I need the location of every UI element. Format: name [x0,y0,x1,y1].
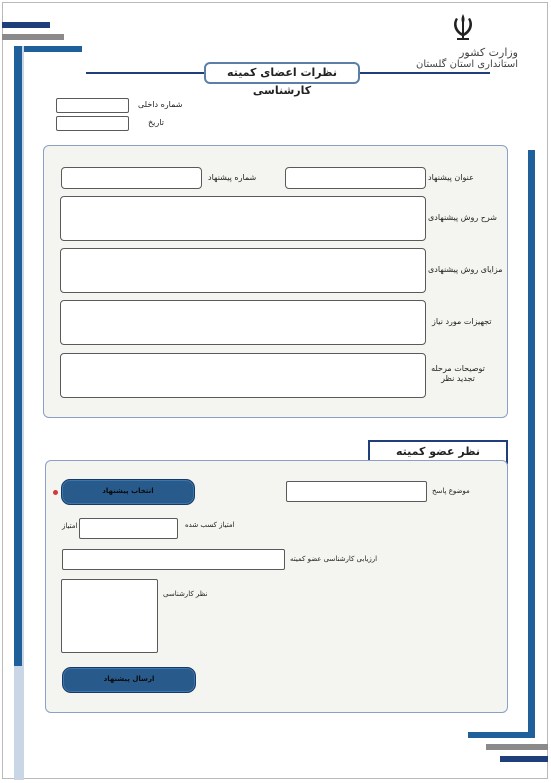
response-subject-field[interactable] [286,481,427,502]
method-description-field[interactable] [60,196,426,241]
emblem-logo [450,12,476,42]
internal-number-label: شماره داخلی [138,100,183,109]
deco-bar-bottom-gray [486,744,548,750]
proposal-title-field[interactable] [285,167,426,189]
equipment-field[interactable] [60,300,426,345]
ministry-name: وزارت کشور [459,46,518,59]
internal-number-field[interactable] [56,98,129,113]
proposal-title-label: عنوان پیشنهاد [428,173,474,182]
deco-bar-bottom-navy [500,756,548,762]
score-label: امتیاز کسب شده [185,521,235,529]
select-proposal-button[interactable]: انتخاب پیشنهاد [61,479,195,505]
submit-proposal-button[interactable]: ارسال پیشنهاد [62,667,196,693]
equipment-label: تجهیزات مورد نیاز [432,317,492,326]
deco-bar-top-gray [2,34,64,40]
page-title: نظرات اعضای کمیته کارشناسی [204,62,360,84]
member-section-title: نظر عضو کمیته [368,440,508,464]
expert-evaluation-label: ارزیابی کارشناسی عضو کمیته [290,555,378,563]
advantages-label: مزایای روش پیشنهادی [428,265,503,274]
expert-evaluation-field[interactable] [62,549,285,570]
deco-bar-top-navy [2,22,50,28]
date-field[interactable] [56,116,129,131]
expert-opinion-box[interactable] [61,579,158,653]
deco-bar-top-blue [14,46,82,52]
deco-vert-blue [14,46,22,666]
proposal-number-label: شماره پیشنهاد [208,173,257,182]
advantages-field[interactable] [60,248,426,293]
proposal-number-field[interactable] [61,167,202,189]
date-label: تاریخ [148,118,164,127]
required-dot [53,490,58,495]
ministry-header [416,47,518,71]
expert-opinion-label: نظر کارشناسی [163,590,208,598]
score-field[interactable] [79,518,178,539]
deco-bar-bottom-blue [468,732,535,738]
review-recommendations-label: توصیحات مرحله تجدید نظر [431,364,485,383]
method-description-label: شرح روش پیشنهادی [428,213,497,222]
province-name: استانداری استان گلستان [415,59,518,70]
deco-vert-right [528,150,535,738]
score-suffix-label: امتیاز [62,522,78,530]
response-subject-label: موضوع پاسخ [432,487,470,495]
review-recommendations-field[interactable] [60,353,426,398]
